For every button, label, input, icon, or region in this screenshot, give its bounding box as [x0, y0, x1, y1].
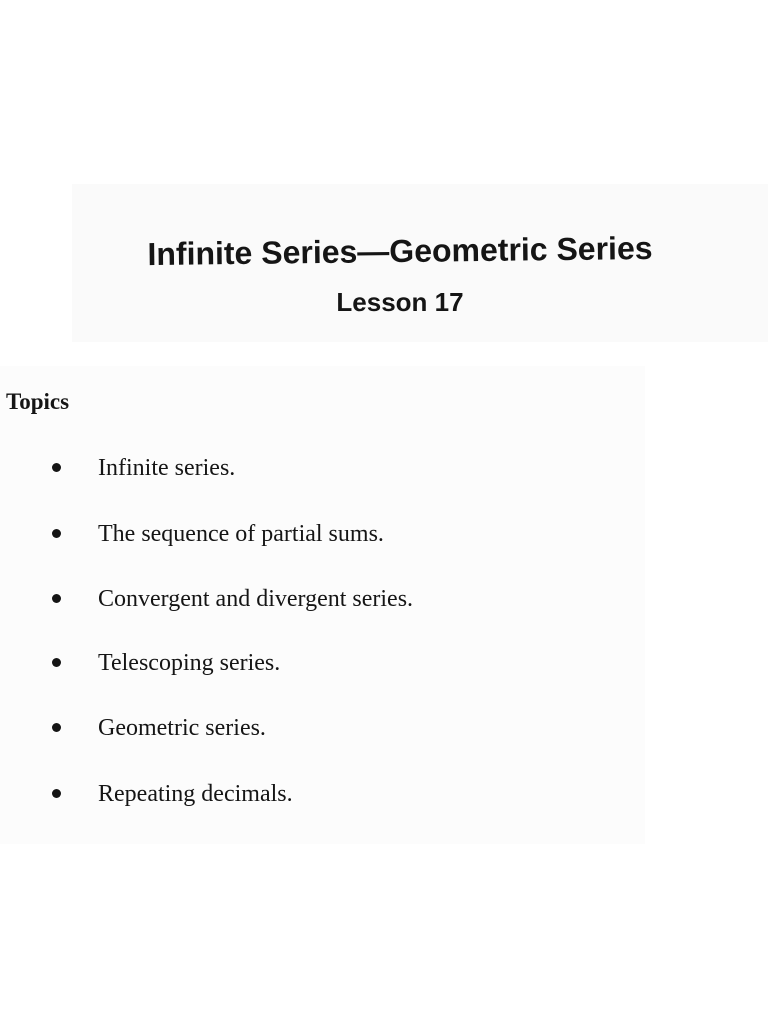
list-item [52, 519, 384, 549]
list-item [52, 779, 293, 809]
bullet-icon [52, 789, 61, 798]
bullet-icon [52, 529, 61, 538]
topic-label: Telescoping series. [98, 650, 281, 676]
topic-label: Convergent and divergent series. [98, 586, 414, 612]
bullet-icon [52, 594, 61, 603]
bullet-icon [52, 658, 61, 667]
lesson-number: Lesson 17 [336, 287, 464, 317]
topic-label: Repeating decimals. [98, 781, 293, 807]
list-item [52, 584, 413, 614]
lesson-title: Infinite Series—Geometric Series [147, 229, 653, 273]
bullet-icon [52, 723, 61, 732]
topic-label: Infinite series. [98, 455, 236, 481]
list-item [52, 453, 235, 483]
list-item [52, 713, 266, 743]
topic-label: The sequence of partial sums. [98, 521, 384, 547]
bullet-icon [52, 463, 61, 472]
list-item [52, 648, 280, 678]
topics-heading: Topics [6, 389, 70, 414]
topic-label: Geometric series. [98, 715, 266, 741]
